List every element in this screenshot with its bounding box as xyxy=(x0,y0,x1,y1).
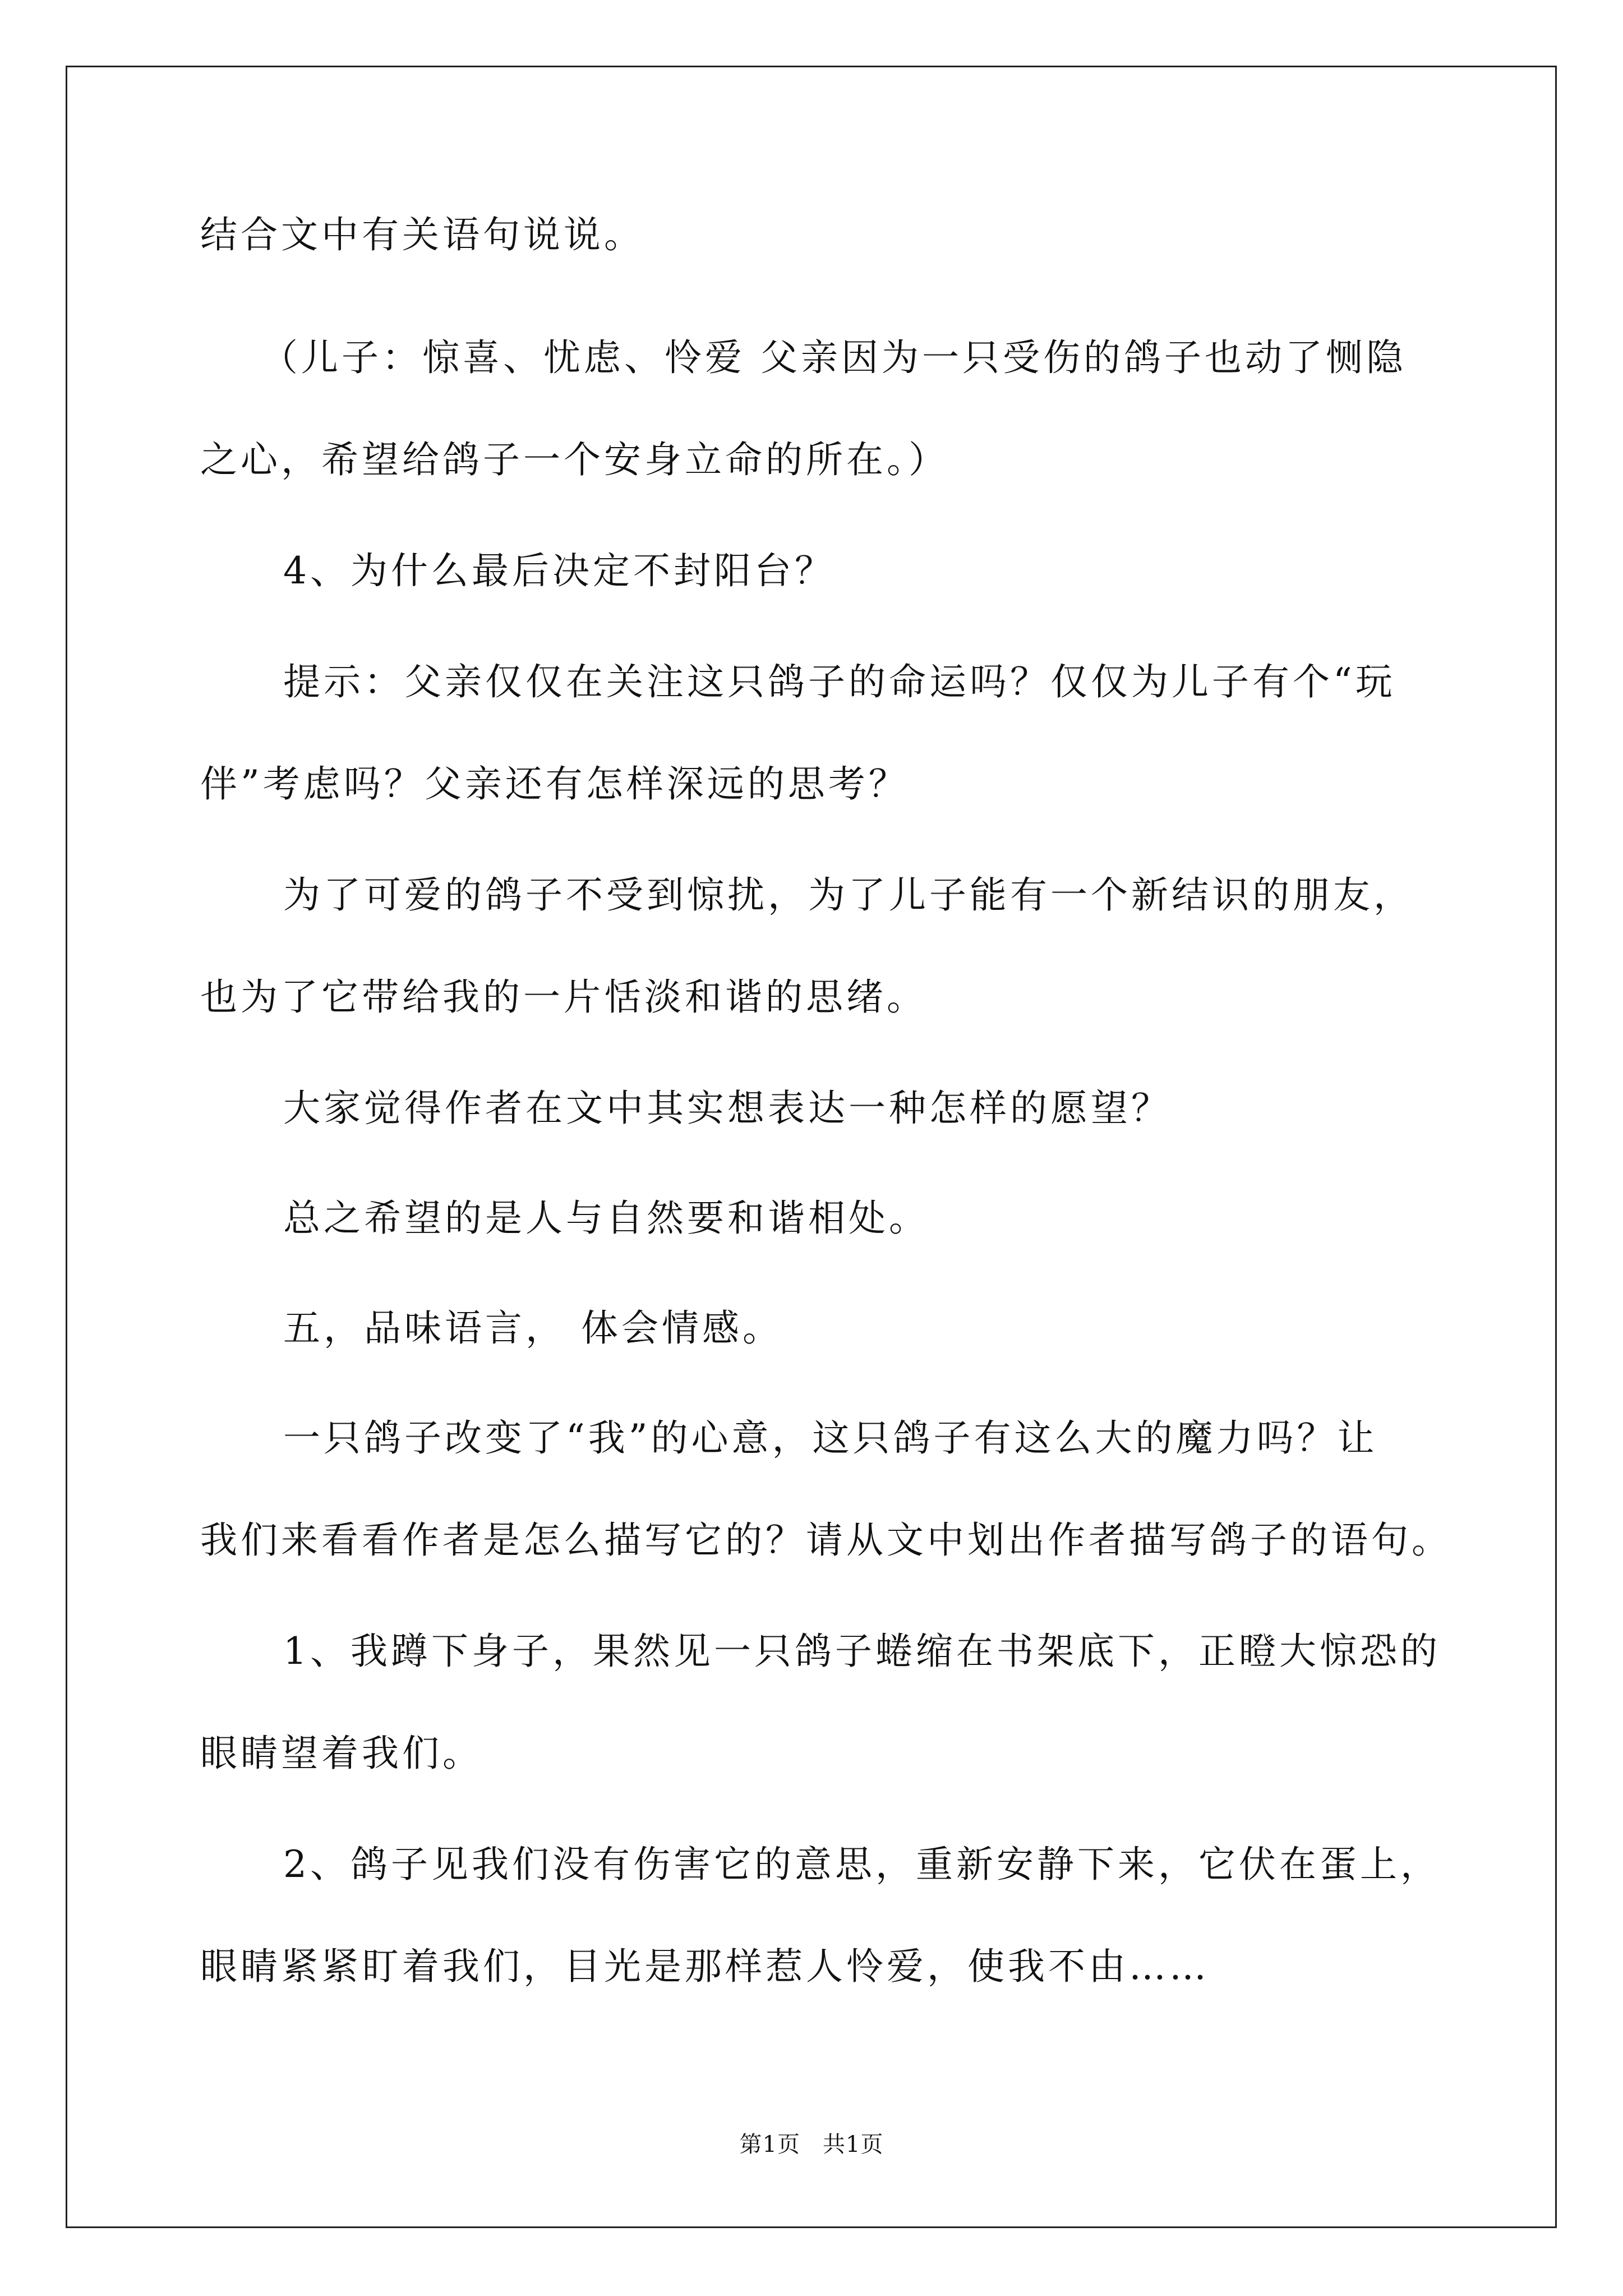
text-line: （儿子：惊喜、忧虑、怜爱 父亲因为一只受伤的鸽子也动了恻隐 xyxy=(261,336,1407,379)
page-number: 第1页 xyxy=(739,2132,800,2157)
text-line: 1、我蹲下身子，果然见一只鸽子蜷缩在书架底下，正瞪大惊恐的 xyxy=(283,1630,1441,1673)
page-total: 共1页 xyxy=(823,2132,884,2157)
text-line: 2、鸽子见我们没有伤害它的意思，重新安静下来，它伏在蛋上， xyxy=(283,1843,1441,1886)
text-line: 大家觉得作者在文中其实想表达一种怎样的愿望？ xyxy=(283,1087,1172,1130)
text-line: 也为了它带给我的一片恬淡和谐的思绪。 xyxy=(200,976,927,1019)
text-line: 眼睛紧紧盯着我们，目光是那样惹人怜爱，使我不由…… xyxy=(200,1945,1210,1988)
text-line: 结合文中有关语句说说。 xyxy=(200,213,644,256)
text-line: 眼睛望着我们。 xyxy=(200,1732,483,1775)
text-line: 之心，希望给鸽子一个安身立命的所在。） xyxy=(200,438,949,481)
text-line: 提示：父亲仅仅在关注这只鸽子的命运吗？仅仅为儿子有个“玩 xyxy=(283,660,1396,703)
text-line: 我们来看看作者是怎么描写它的？请从文中划出作者描写鸽子的语句。 xyxy=(200,1519,1452,1562)
text-line: 一只鸽子改变了“我”的心意，这只鸽子有这么大的魔力吗？让 xyxy=(283,1416,1378,1460)
text-line: 五，品味语言， 体会情感。 xyxy=(283,1306,783,1350)
page-border xyxy=(66,66,1557,2228)
text-line: 总之希望的是人与自然要和谐相处。 xyxy=(283,1197,929,1240)
text-line: 4、为什么最后决定不封阳台？ xyxy=(283,549,835,592)
text-line: 伴”考虑吗？父亲还有怎样深远的思考？ xyxy=(200,762,909,806)
text-line: 为了可爱的鸽子不受到惊扰，为了儿子能有一个新结识的朋友， xyxy=(283,873,1414,917)
page-footer xyxy=(0,2131,1623,2159)
